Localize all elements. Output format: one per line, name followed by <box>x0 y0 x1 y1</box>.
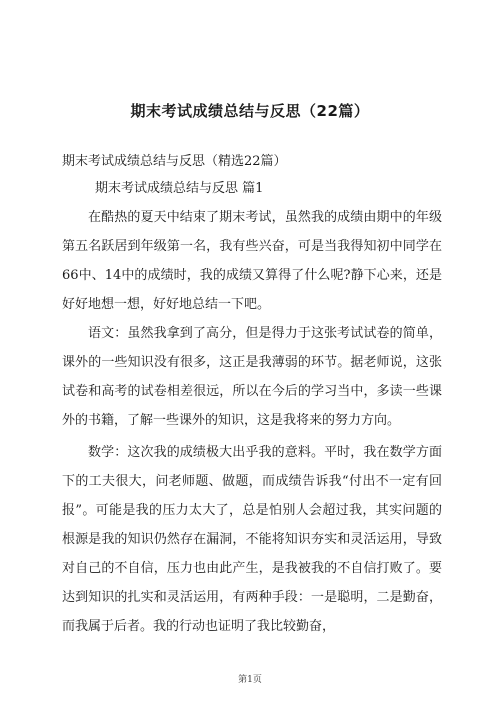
document-subtitle: 期末考试成绩总结与反思（精选22篇） <box>62 154 287 169</box>
paragraph-math: 数学：这次我的成绩极大出乎我的意料。平时，我在数学方面下的工夫很大，问老师题、做题，而成绩告诉我“付出不一定有回报”。可能是我的压力太大了，总是怕别人会超过我，其实问题的根源是我的知识仍然存在漏洞，不能将知识夯实和灵活运用，导致对自己的不自信，压力也由此产生，是我被我的不自信打败了。要达到知识的扎实和灵活运用，有两种手段：一是聪明，二是勤奋，而我属于后者。我的行动也证明了我比较勤奋， <box>62 445 442 634</box>
paragraph-intro: 在酷热的夏天中结束了期末考试，虽然我的成绩由期中的年级第五名跃居到年级第一名，我有些兴奋，可是当我得知初中同学在66中、14中的成绩时，我的成绩又算得了什么呢?静下心来，还是好好地想一想，好好地总结一下吧。 <box>62 210 442 312</box>
paragraph-chinese: 语文：虽然我拿到了高分，但是得力于这张考试试卷的简单，课外的一些知识没有很多，这正是我薄弱的环节。据老师说，这张试卷和高考的试卷相差很远，所以在今后的学习当中，多读一些课外的书籍，了解一些课外的知识，这是我将来的努力方向。 <box>62 326 442 428</box>
section-heading: 期末考试成绩总结与反思 篇1 <box>95 181 264 196</box>
document-title: 期末考试成绩总结与反思（22篇） <box>130 102 370 120</box>
page-number: 第1页 <box>238 675 262 685</box>
